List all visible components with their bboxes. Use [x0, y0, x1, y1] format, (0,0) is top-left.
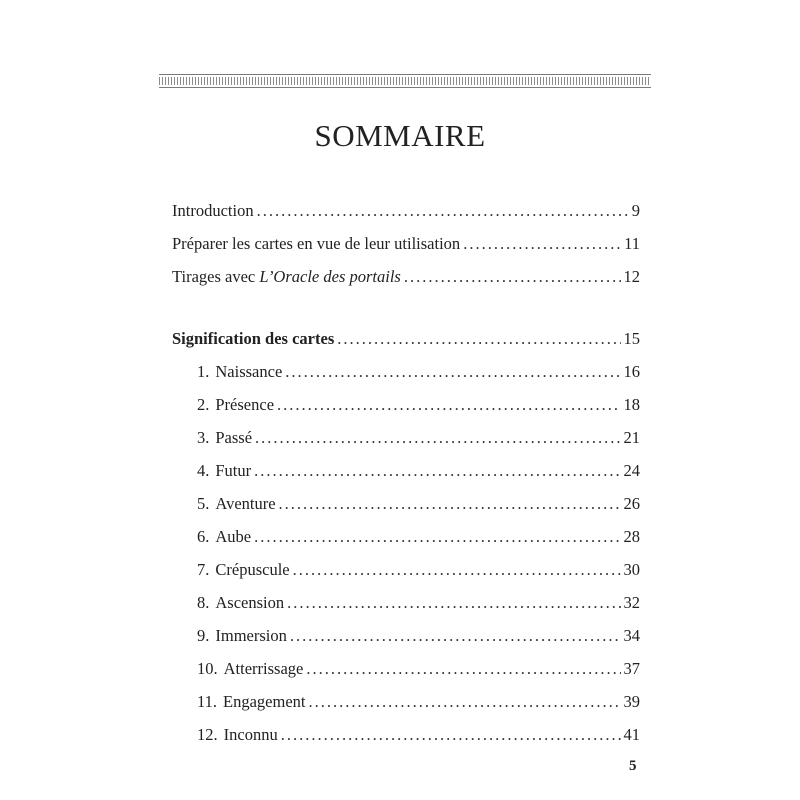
toc-section-label: Signification des cartes: [172, 329, 335, 348]
toc-page-number: 24: [623, 461, 640, 480]
card-number: 10.: [197, 659, 218, 678]
card-name: Atterrissage: [223, 659, 304, 678]
dot-leader: [306, 652, 620, 685]
card-number: 11.: [197, 692, 218, 711]
toc-entry-label: [197, 520, 251, 553]
card-name: Engagement: [223, 692, 306, 711]
toc-entry-card[interactable]: [172, 685, 640, 718]
dot-leader: [279, 487, 621, 520]
table-of-contents: [172, 194, 640, 751]
toc-page-number: 9: [631, 201, 640, 220]
dot-leader: [404, 260, 621, 293]
toc-entry-label: [197, 553, 290, 586]
toc-page-number: 30: [623, 560, 640, 579]
dot-leader: [287, 586, 620, 619]
toc-section-signification[interactable]: [172, 322, 640, 355]
toc-entry-label: [197, 388, 274, 421]
toc-entry-label: [197, 685, 305, 718]
toc-entry-card[interactable]: [172, 553, 640, 586]
toc-page-number: 26: [623, 494, 640, 513]
toc-page-number: 18: [623, 395, 640, 414]
dot-leader: [337, 322, 620, 355]
decorative-header-rule: [159, 74, 651, 88]
dot-leader: [290, 619, 621, 652]
toc-entry-label: Préparer les cartes en vue de leur utilisation: [172, 234, 461, 253]
dot-leader: [257, 194, 629, 227]
toc-page-number: 34: [623, 626, 640, 645]
toc-entry-label: [197, 718, 278, 751]
toc-page-number: 16: [623, 362, 640, 381]
toc-page-number: 28: [623, 527, 640, 546]
toc-entry-label: [197, 421, 252, 454]
toc-entry-card[interactable]: [172, 718, 640, 751]
card-name: Naissance: [215, 362, 283, 381]
toc-entry-label: Tirages avec L’Oracle des portails: [172, 267, 401, 286]
card-name: Immersion: [215, 626, 287, 645]
toc-page-number: 37: [623, 659, 640, 678]
dot-leader: [281, 718, 621, 751]
toc-page-number: 32: [623, 593, 640, 612]
page-title: SOMMAIRE: [314, 118, 486, 153]
card-name: Aube: [215, 527, 252, 546]
toc-entry-label: [197, 652, 303, 685]
card-name: Ascension: [215, 593, 285, 612]
card-name: Inconnu: [223, 725, 278, 744]
toc-page-number: 11: [624, 234, 640, 253]
card-name: Futur: [215, 461, 252, 480]
book-title-italic: L’Oracle des portails: [259, 267, 401, 286]
toc-page-number: 12: [623, 267, 640, 286]
card-number: 6.: [197, 527, 210, 546]
card-entry-list: [172, 355, 640, 751]
card-number: 9.: [197, 626, 210, 645]
card-number: 5.: [197, 494, 210, 513]
toc-page-number: 41: [623, 725, 640, 744]
card-number: 4.: [197, 461, 210, 480]
toc-page-number: 39: [623, 692, 640, 711]
toc-entry-label: [197, 355, 282, 388]
section-spacer: [172, 293, 640, 322]
toc-entry-label: [197, 454, 251, 487]
toc-entry-card[interactable]: [172, 586, 640, 619]
toc-entry-card[interactable]: [172, 520, 640, 553]
toc-entry-preparer[interactable]: [172, 227, 640, 260]
dot-leader: [254, 454, 620, 487]
page-folio-number: 5: [629, 758, 637, 774]
toc-page-number: 21: [623, 428, 640, 447]
dot-leader: [254, 520, 620, 553]
dot-leader: [293, 553, 621, 586]
toc-entry-card[interactable]: [172, 355, 640, 388]
toc-entry-label: [197, 586, 284, 619]
card-number: 2.: [197, 395, 210, 414]
toc-entry-card[interactable]: [172, 454, 640, 487]
card-number: 1.: [197, 362, 210, 381]
toc-entry-card[interactable]: [172, 619, 640, 652]
toc-entry-card[interactable]: [172, 652, 640, 685]
toc-entry-introduction[interactable]: [172, 194, 640, 227]
toc-entry-tirages[interactable]: [172, 260, 640, 293]
card-number: 12.: [197, 725, 218, 744]
card-name: Passé: [215, 428, 253, 447]
card-number: 8.: [197, 593, 210, 612]
toc-entry-card[interactable]: [172, 421, 640, 454]
toc-entry-card[interactable]: [172, 487, 640, 520]
toc-entry-label: [197, 619, 287, 652]
dot-leader: [277, 388, 620, 421]
dot-leader: [308, 685, 620, 718]
dot-leader: [255, 421, 620, 454]
toc-entry-label: Introduction: [172, 201, 254, 220]
toc-entry-card[interactable]: [172, 388, 640, 421]
card-name: Présence: [215, 395, 275, 414]
dot-leader: [463, 227, 621, 260]
card-name: Crépuscule: [215, 560, 290, 579]
dot-leader: [285, 355, 620, 388]
toc-entry-label: [197, 487, 276, 520]
toc-page-number: 15: [623, 329, 640, 348]
card-name: Aventure: [215, 494, 276, 513]
card-number: 7.: [197, 560, 210, 579]
card-number: 3.: [197, 428, 210, 447]
